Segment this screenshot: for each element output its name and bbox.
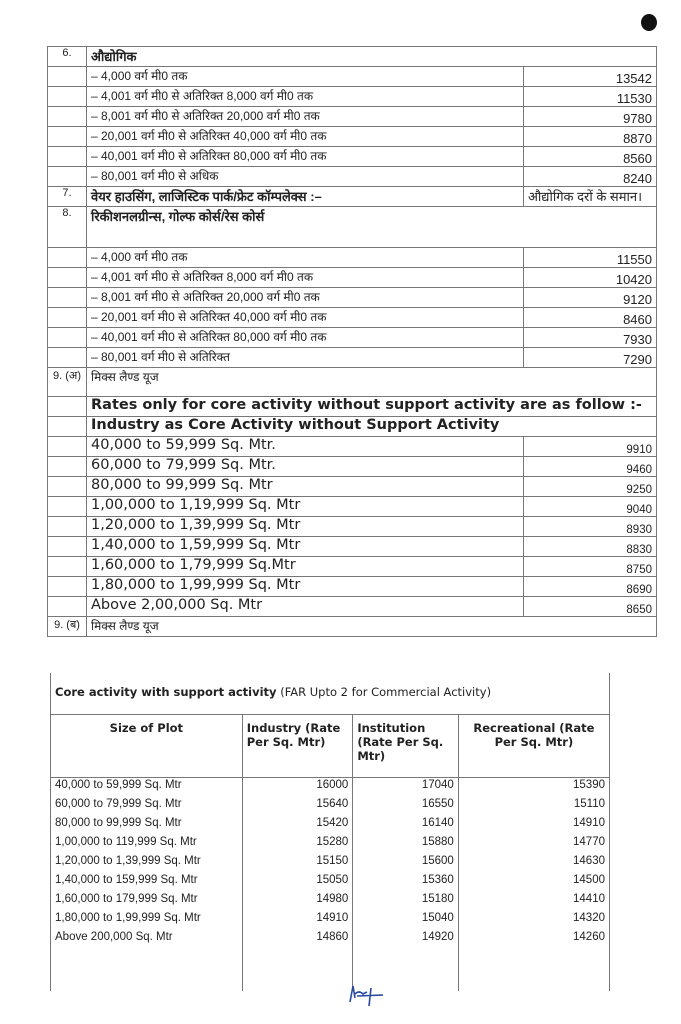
- table-row: [48, 87, 657, 107]
- plot-size: Above 200,000 Sq. Mtr: [51, 930, 243, 949]
- section-title: रिकीशनलग्रीन्स, गोल्फ कोर्स/रेस कोर्स: [87, 207, 657, 248]
- row-label: – 40,001 वर्ग मी0 से अतिरिक्त 80,000 वर्ग मी0 तक: [87, 147, 524, 167]
- industry-rate: 15150: [242, 854, 353, 873]
- recreational-rate: 15110: [458, 797, 609, 816]
- plot-size: 80,000 to 99,999 Sq. Mtr: [51, 816, 243, 835]
- industry-rate: 15050: [242, 873, 353, 892]
- industry-rate: 15640: [242, 797, 353, 816]
- table-row: [51, 892, 610, 911]
- plot-size: 60,000 to 79,999 Sq. Mtr: [51, 797, 243, 816]
- row-value: 9120: [524, 288, 657, 308]
- recreational-rate: 14630: [458, 854, 609, 873]
- blank-cell: [48, 288, 87, 308]
- section-title: मिक्स लैण्ड यूज: [87, 368, 657, 397]
- row-label: – 4,001 वर्ग मी0 से अतिरिक्त 8,000 वर्ग मी0 तक: [87, 87, 524, 107]
- row-value: 8930: [524, 517, 657, 537]
- table-row: [48, 207, 657, 248]
- blank-row: [51, 949, 610, 991]
- row-label: – 4,001 वर्ग मी0 से अतिरिक्त 8,000 वर्ग मी0 तक: [87, 268, 524, 288]
- caption-bold: Core activity with support activity: [55, 685, 277, 699]
- blank-cell: [48, 87, 87, 107]
- blank-cell: [48, 348, 87, 368]
- table-row: [48, 107, 657, 127]
- institution-rate: 15040: [353, 911, 459, 930]
- plot-size: 1,00,000 to 119,999 Sq. Mtr: [51, 835, 243, 854]
- row-label: 1,40,000 to 1,59,999 Sq. Mtr: [87, 537, 524, 557]
- table-row: [48, 127, 657, 147]
- row-label: – 8,001 वर्ग मी0 से अतिरिक्त 20,000 वर्ग मी0 तक: [87, 288, 524, 308]
- blank-cell: [48, 127, 87, 147]
- row-value: 8460: [524, 308, 657, 328]
- table-row: [48, 67, 657, 87]
- table-row: [48, 368, 657, 397]
- blank-cell: [51, 949, 243, 991]
- institution-rate: 16550: [353, 797, 459, 816]
- blank-cell: [48, 437, 87, 457]
- header-industry: Industry (Rate Per Sq. Mtr): [242, 715, 353, 778]
- row-label: – 20,001 वर्ग मी0 से अतिरिक्त 40,000 वर्ग मी0 तक: [87, 127, 524, 147]
- table-row: [51, 930, 610, 949]
- table-row: [51, 816, 610, 835]
- row-value: 9780: [524, 107, 657, 127]
- section-title: औद्योगिक: [87, 47, 657, 67]
- blank-cell: [48, 597, 87, 617]
- industry-rate: 15420: [242, 816, 353, 835]
- blank-cell: [48, 67, 87, 87]
- blank-cell: [48, 328, 87, 348]
- section-number: 7.: [48, 187, 87, 207]
- table-row: [48, 348, 657, 368]
- row-value: 7930: [524, 328, 657, 348]
- blank-cell: [48, 457, 87, 477]
- row-label: – 4,000 वर्ग मी0 तक: [87, 67, 524, 87]
- industry-rate: 14860: [242, 930, 353, 949]
- blank-cell: [48, 107, 87, 127]
- signature-mark: [345, 980, 395, 1010]
- row-label: 40,000 to 59,999 Sq. Mtr.: [87, 437, 524, 457]
- row-label: – 4,000 वर्ग मी0 तक: [87, 248, 524, 268]
- row-label: – 20,001 वर्ग मी0 से अतिरिक्त 40,000 वर्ग मी0 तक: [87, 308, 524, 328]
- table-row: [48, 268, 657, 288]
- row-value: 13542: [524, 67, 657, 87]
- plot-size: 1,40,000 to 159,999 Sq. Mtr: [51, 873, 243, 892]
- industry-rate: 15280: [242, 835, 353, 854]
- row-label: Above 2,00,000 Sq. Mtr: [87, 597, 524, 617]
- table-row: [51, 835, 610, 854]
- row-value: 8830: [524, 537, 657, 557]
- row-label: 1,60,000 to 1,79,999 Sq.Mtr: [87, 557, 524, 577]
- section-number: 6.: [48, 47, 87, 67]
- table-row: [48, 187, 657, 207]
- row-value: 8870: [524, 127, 657, 147]
- blank-cell: [48, 497, 87, 517]
- recreational-rate: 14770: [458, 835, 609, 854]
- table-row: [48, 397, 657, 417]
- institution-rate: 15880: [353, 835, 459, 854]
- recreational-rate: 14910: [458, 816, 609, 835]
- row-value: 8240: [524, 167, 657, 187]
- industry-rate: 16000: [242, 778, 353, 798]
- institution-rate: 14920: [353, 930, 459, 949]
- caption-note: (FAR Upto 2 for Commercial Activity): [280, 685, 492, 699]
- blank-cell: [48, 397, 87, 417]
- plot-size: 1,20,000 to 1,39,999 Sq. Mtr: [51, 854, 243, 873]
- recreational-rate: 14320: [458, 911, 609, 930]
- blank-cell: [48, 308, 87, 328]
- row-value: 8690: [524, 577, 657, 597]
- table-row: [48, 557, 657, 577]
- header-size-of-plot: Size of Plot: [51, 715, 243, 778]
- row-value: 11530: [524, 87, 657, 107]
- industry-rate: 14980: [242, 892, 353, 911]
- section-title: मिक्स लैण्ड यूज: [87, 617, 657, 637]
- institution-rate: 15360: [353, 873, 459, 892]
- table-row: [51, 873, 610, 892]
- blank-cell: [48, 147, 87, 167]
- blank-cell: [48, 417, 87, 437]
- blank-cell: [242, 949, 353, 991]
- section-title: वेयर हाउसिंग, लाजिस्टिक पार्क/फ्रेट कॉम्पलेक्स :–: [87, 187, 524, 207]
- blank-cell: [48, 477, 87, 497]
- blank-cell: [48, 248, 87, 268]
- row-label: 60,000 to 79,999 Sq. Mtr.: [87, 457, 524, 477]
- row-label: 80,000 to 99,999 Sq. Mtr: [87, 477, 524, 497]
- table-row: [51, 854, 610, 873]
- section-number: 9. (अ): [48, 368, 87, 397]
- recreational-rate: 15390: [458, 778, 609, 798]
- institution-rate: 15600: [353, 854, 459, 873]
- section-number: 8.: [48, 207, 87, 248]
- table-row: [48, 147, 657, 167]
- row-value: 8560: [524, 147, 657, 167]
- table-row: [48, 617, 657, 637]
- table-row: [48, 417, 657, 437]
- row-value: 10420: [524, 268, 657, 288]
- plot-size: 1,60,000 to 179,999 Sq. Mtr: [51, 892, 243, 911]
- recreational-rate: 14500: [458, 873, 609, 892]
- table-row: [48, 577, 657, 597]
- support-table-caption: [51, 673, 610, 715]
- recreational-rate: 14260: [458, 930, 609, 949]
- row-value: 9040: [524, 497, 657, 517]
- row-label: – 80,001 वर्ग मी0 से अतिरिक्त: [87, 348, 524, 368]
- section-number: 9. (ब): [48, 617, 87, 637]
- row-value: 11550: [524, 248, 657, 268]
- blank-cell: [48, 537, 87, 557]
- industry-rate: 14910: [242, 911, 353, 930]
- blank-cell: [48, 577, 87, 597]
- blank-cell: [48, 557, 87, 577]
- blank-cell: [48, 268, 87, 288]
- row-label: 1,80,000 to 1,99,999 Sq. Mtr: [87, 577, 524, 597]
- header-recreational: Recreational (Rate Per Sq. Mtr): [458, 715, 609, 778]
- institution-rate: 17040: [353, 778, 459, 798]
- table-row: [48, 437, 657, 457]
- row-label: – 80,001 वर्ग मी0 से अधिक: [87, 167, 524, 187]
- blank-cell: [458, 949, 609, 991]
- table-row: [48, 248, 657, 268]
- table-row: [48, 167, 657, 187]
- support-activity-table: [50, 673, 610, 991]
- table-row: [48, 517, 657, 537]
- table-row: [48, 47, 657, 67]
- row-value: 9250: [524, 477, 657, 497]
- table-row: [48, 537, 657, 557]
- rates-table: [47, 46, 657, 637]
- row-value: 7290: [524, 348, 657, 368]
- row-value: औद्योगिक दरों के समान।: [524, 187, 657, 207]
- subheading: Industry as Core Activity without Support Activity: [87, 417, 657, 437]
- institution-rate: 15180: [353, 892, 459, 911]
- row-value: 8750: [524, 557, 657, 577]
- table-row: [51, 778, 610, 798]
- blank-cell: [48, 167, 87, 187]
- table-row: [51, 911, 610, 930]
- row-label: – 8,001 वर्ग मी0 से अतिरिक्त 20,000 वर्ग मी0 तक: [87, 107, 524, 127]
- header-institution: Institution (Rate Per Sq. Mtr): [353, 715, 459, 778]
- table-row: [51, 797, 610, 816]
- recreational-rate: 14410: [458, 892, 609, 911]
- table-row: [48, 288, 657, 308]
- blank-cell: [48, 517, 87, 537]
- table-row: [48, 497, 657, 517]
- row-value: 8650: [524, 597, 657, 617]
- plot-size: 40,000 to 59,999 Sq. Mtr: [51, 778, 243, 798]
- table-row: [48, 477, 657, 497]
- plot-size: 1,80,000 to 1,99,999 Sq. Mtr: [51, 911, 243, 930]
- table-row: [48, 597, 657, 617]
- table-row: [48, 328, 657, 348]
- punch-hole-mark: [641, 14, 657, 31]
- row-label: 1,00,000 to 1,19,999 Sq. Mtr: [87, 497, 524, 517]
- table-row: [48, 457, 657, 477]
- row-value: 9910: [524, 437, 657, 457]
- intro-text: Rates only for core activity without support activity are as follow :-: [87, 397, 657, 417]
- table-row: [48, 308, 657, 328]
- institution-rate: 16140: [353, 816, 459, 835]
- row-label: – 40,001 वर्ग मी0 से अतिरिक्त 80,000 वर्ग मी0 तक: [87, 328, 524, 348]
- row-label: 1,20,000 to 1,39,999 Sq. Mtr: [87, 517, 524, 537]
- row-value: 9460: [524, 457, 657, 477]
